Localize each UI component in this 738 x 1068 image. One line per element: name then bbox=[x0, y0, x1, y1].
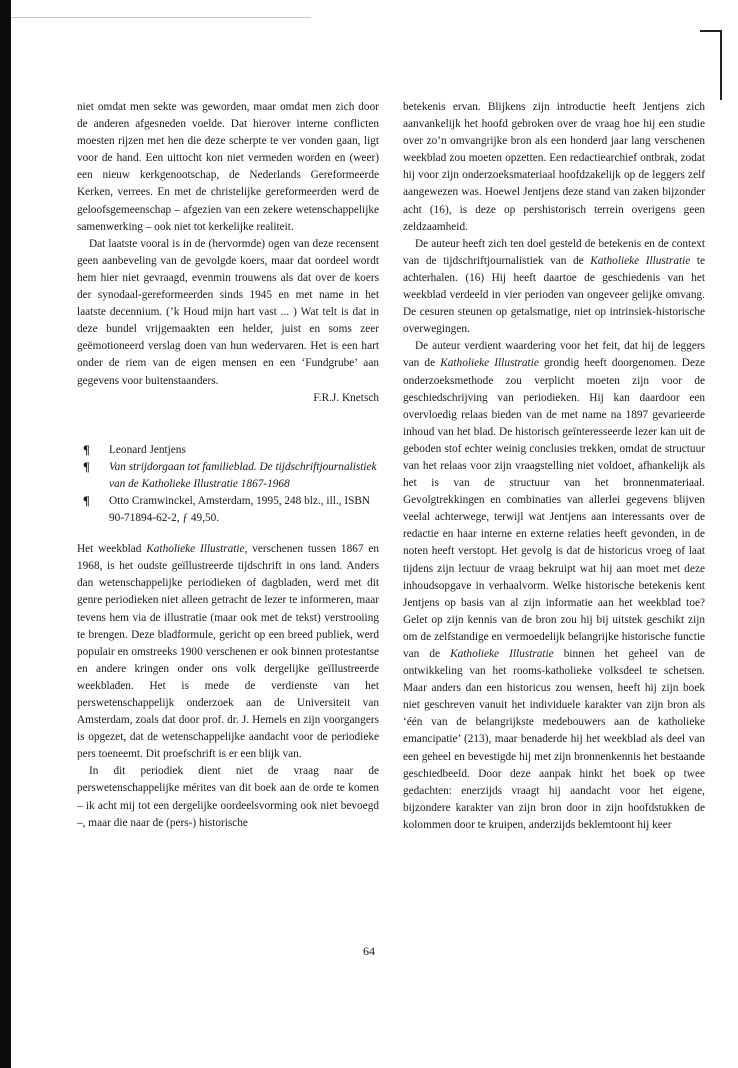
p3-start: Het weekblad bbox=[77, 543, 147, 556]
pilcrow-icon: ¶ bbox=[83, 442, 90, 457]
p3-end: binnen het geheel van de ontwikkeling van het rooms-katholieke volksdeel te schetsen. Maar anders dan een historicus zou wensen, heeft hij zijn boek niet geschreven vanuit het individuele karakter van zijn bron als ‘één van de belangrijkste medebouwers aan de katholieke emancipatie’ (213), maar benaderde hij het weekblad als deel van een geheel en bevestigde hij met zijn bronnenkennis het bestaande geschiedbeeld. Door deze aanpak hinkt het boek op twee gedachten: enerzijds vraagt hij aandacht voor het eigene, bijzondere karakter van zijn bron door in zijn hoofdstukken de kolommen door te kruipen, anderzijds beklemtoont hij keer bbox=[403, 648, 705, 831]
reviewer-signature: F.R.J. Knetsch bbox=[313, 391, 379, 404]
paragraph-left-4: In dit periodiek dient niet de vraag naar de perswetenschappelijke mérites van dit boek aan de orde te komen – ik acht mij tot een dergelijke oordeelsvorming ook niet bevoegd –, maar die naar de (pers-) historische bbox=[77, 765, 379, 829]
p3-start: De auteur verdient waardering voor het feit, dat hij de leggers van de bbox=[403, 340, 705, 370]
left-column bbox=[77, 99, 379, 832]
p2-start: De auteur heeft zich ten doel gesteld de betekenis en de context van de tijdschriftjournalistiek van de bbox=[403, 237, 705, 267]
p3-title: Katholieke Illustratie, bbox=[146, 543, 248, 556]
p3-title: Katholieke Illustratie bbox=[440, 357, 539, 370]
paragraph-right-2 bbox=[403, 236, 705, 339]
biblio-title bbox=[77, 459, 379, 493]
p3-mid: grondig heeft doorgenomen. Deze onderzoeksmethode zou verplicht moeten zijn voor de geschiedschrijving van periodieken. Hij kan daardoor een overvloedig relaas bieden van de met name na 1897 gevarieerde inhoud van het blad. De historisch geïnteresseerde lezer kan uit de geboden stof echter weinig conclusies trekken, omdat de structuur van het relaas voor zijn vraagstelling niet voldoet, afhankelijk als het is van de structuur van het bronnenmateriaal. Gevolgtrekkingen en combinaties van allerlei gegevens blijven veelal achterwege, terwijl wat Jentjens aan interessants over de redactie en haar interne en externe relaties heeft gevonden, in de noten heeft verstopt. Het gevolg is dat de historicus vroeg of laat tijdens zijn lectuur de vraag bekruipt wat hij aan moet met deze inhoudsopgave in verhaalvorm. Welke historische betekenis kent Jentjens op basis van al zijn informatie aan het weekblad toe? Gelet op zijn kennis van de bron zou hij bij uitstek geschikt zijn om de zelfstandige en vermoedelijk belangrijke historische functie van de bbox=[403, 357, 705, 660]
top-rule bbox=[11, 17, 311, 18]
right-column bbox=[403, 99, 705, 834]
page-number: 64 bbox=[363, 944, 375, 958]
biblio-publisher bbox=[77, 493, 379, 527]
p3-title2: Katholieke Illustratie bbox=[450, 648, 554, 660]
crop-mark-vertical bbox=[720, 30, 722, 100]
biblio-author bbox=[77, 442, 379, 459]
p3-rest: verschenen tussen 1867 en 1968, is het oudste geïllustreerde tijdschrift in ons land. Anders dan wetenschappelijke periodieken of dagbladen, werd met dit genre periodieken niet alleen getracht de lezer te informeren, maar tevens hem via de illustratie (maar ook met de tekst) verstrooiing te brengen. Deze bladformule, gericht op een breed publiek, werd populair en omstreeks 1900 verschenen er ook binnen protestantse en andere kringen onder ons volk dergelijke geïllustreerde weekbladen. Het is mede de verdienste van het perswetenschappelijk onderzoek aan de Universiteit van Amsterdam, zoals dat door prof. dr. J. Hemels en zijn voorgangers is opgezet, dat de wetenschappelijke aandacht voor de periodieke pers toeneemt. Dit proefschrift is er een blijk van. bbox=[77, 543, 380, 761]
biblio-publisher-text: Otto Cramwinckel, Amsterdam, 1995, 248 blz., ill., ISBN 90-71894-62-2, ƒ 49,50. bbox=[109, 494, 371, 525]
crop-mark-horizontal bbox=[700, 30, 722, 32]
bibliography-entry bbox=[77, 442, 379, 527]
p2-title: Katholieke Illustratie bbox=[590, 254, 691, 267]
paragraph-right-3 bbox=[403, 338, 705, 834]
biblio-title-text: Van strijdorgaan tot familieblad. De tijdschriftjournalistiek van de Katholieke Illustratie 1867-1968 bbox=[109, 460, 377, 490]
paragraph-left-3 bbox=[77, 541, 379, 763]
pilcrow-icon: ¶ bbox=[83, 459, 90, 474]
scan-left-edge bbox=[0, 0, 11, 1068]
paragraph-left-2: Dat laatste vooral is in de (hervormde) ogen van deze recensent geen aanbeveling van de gevolgde koers, maar dat oordeel wordt hem hier niet gevraagd, evenmin trouwens als dat over de koers der synodaal-gereformeerden sinds 1945 en met name in het laatste decennium. (’k Houd mijn hart vast ... ) Wat telt is dat in deze bundel vrijgemaakten een helder, juist en soms zeer geëmotioneerd verslag doen van hun wedervaren. Het is een hart onder de riem van de eigen mensen en een ‘Fundgrube’ aan gegevens voor buitenstaanders. bbox=[77, 237, 379, 387]
paragraph-left-1: niet omdat men sekte was geworden, maar omdat men zich door de anderen afgesneden voelde. Dat hierover interne conflicten moesten rijzen met hen die deze scherpte te ver vonden gaan, ligt voor de hand. Een uittocht kon niet vermeden worden en (weer) een nieuw kerkgenootschap, de Nederlands Gereformeerde Kerken, verrees. En met de christelijke gereformeerden werd de geloofsgemeenschap – afgezien van een zekere wetenschappelijke samenwerking – ook niet tot kerkelijke realiteit. bbox=[77, 101, 379, 233]
biblio-author-text: Leonard Jentjens bbox=[109, 443, 186, 456]
pilcrow-icon: ¶ bbox=[83, 493, 90, 508]
p2-rest: te achterhalen. (16) Hij heeft daartoe de geschiedenis van het weekblad verdeeld in vier perioden van ongeveer gelijke omvang. De cesuren steunen op getalsmatige, niet op intrinsiek-historische overwegingen. bbox=[403, 254, 706, 336]
paragraph-right-1: betekenis ervan. Blijkens zijn introductie heeft Jentjens zich aanvankelijk het hoofd gebroken over de vraag hoe hij een studie over zo’n omvangrijke bron als een honderd jaar lang verschenen weekblad zou moeten opzetten. Een redactiearchief ontbrak, zodat hij voor zijn onderzoeksmateriaal hoofdzakelijk op de leggers zelf aangewezen was. Hoewel Jentjens deze stand van zaken bijzonder acht (16), is deze op pershistorisch terrein overigens geen zeldzaamheid. bbox=[403, 101, 705, 233]
